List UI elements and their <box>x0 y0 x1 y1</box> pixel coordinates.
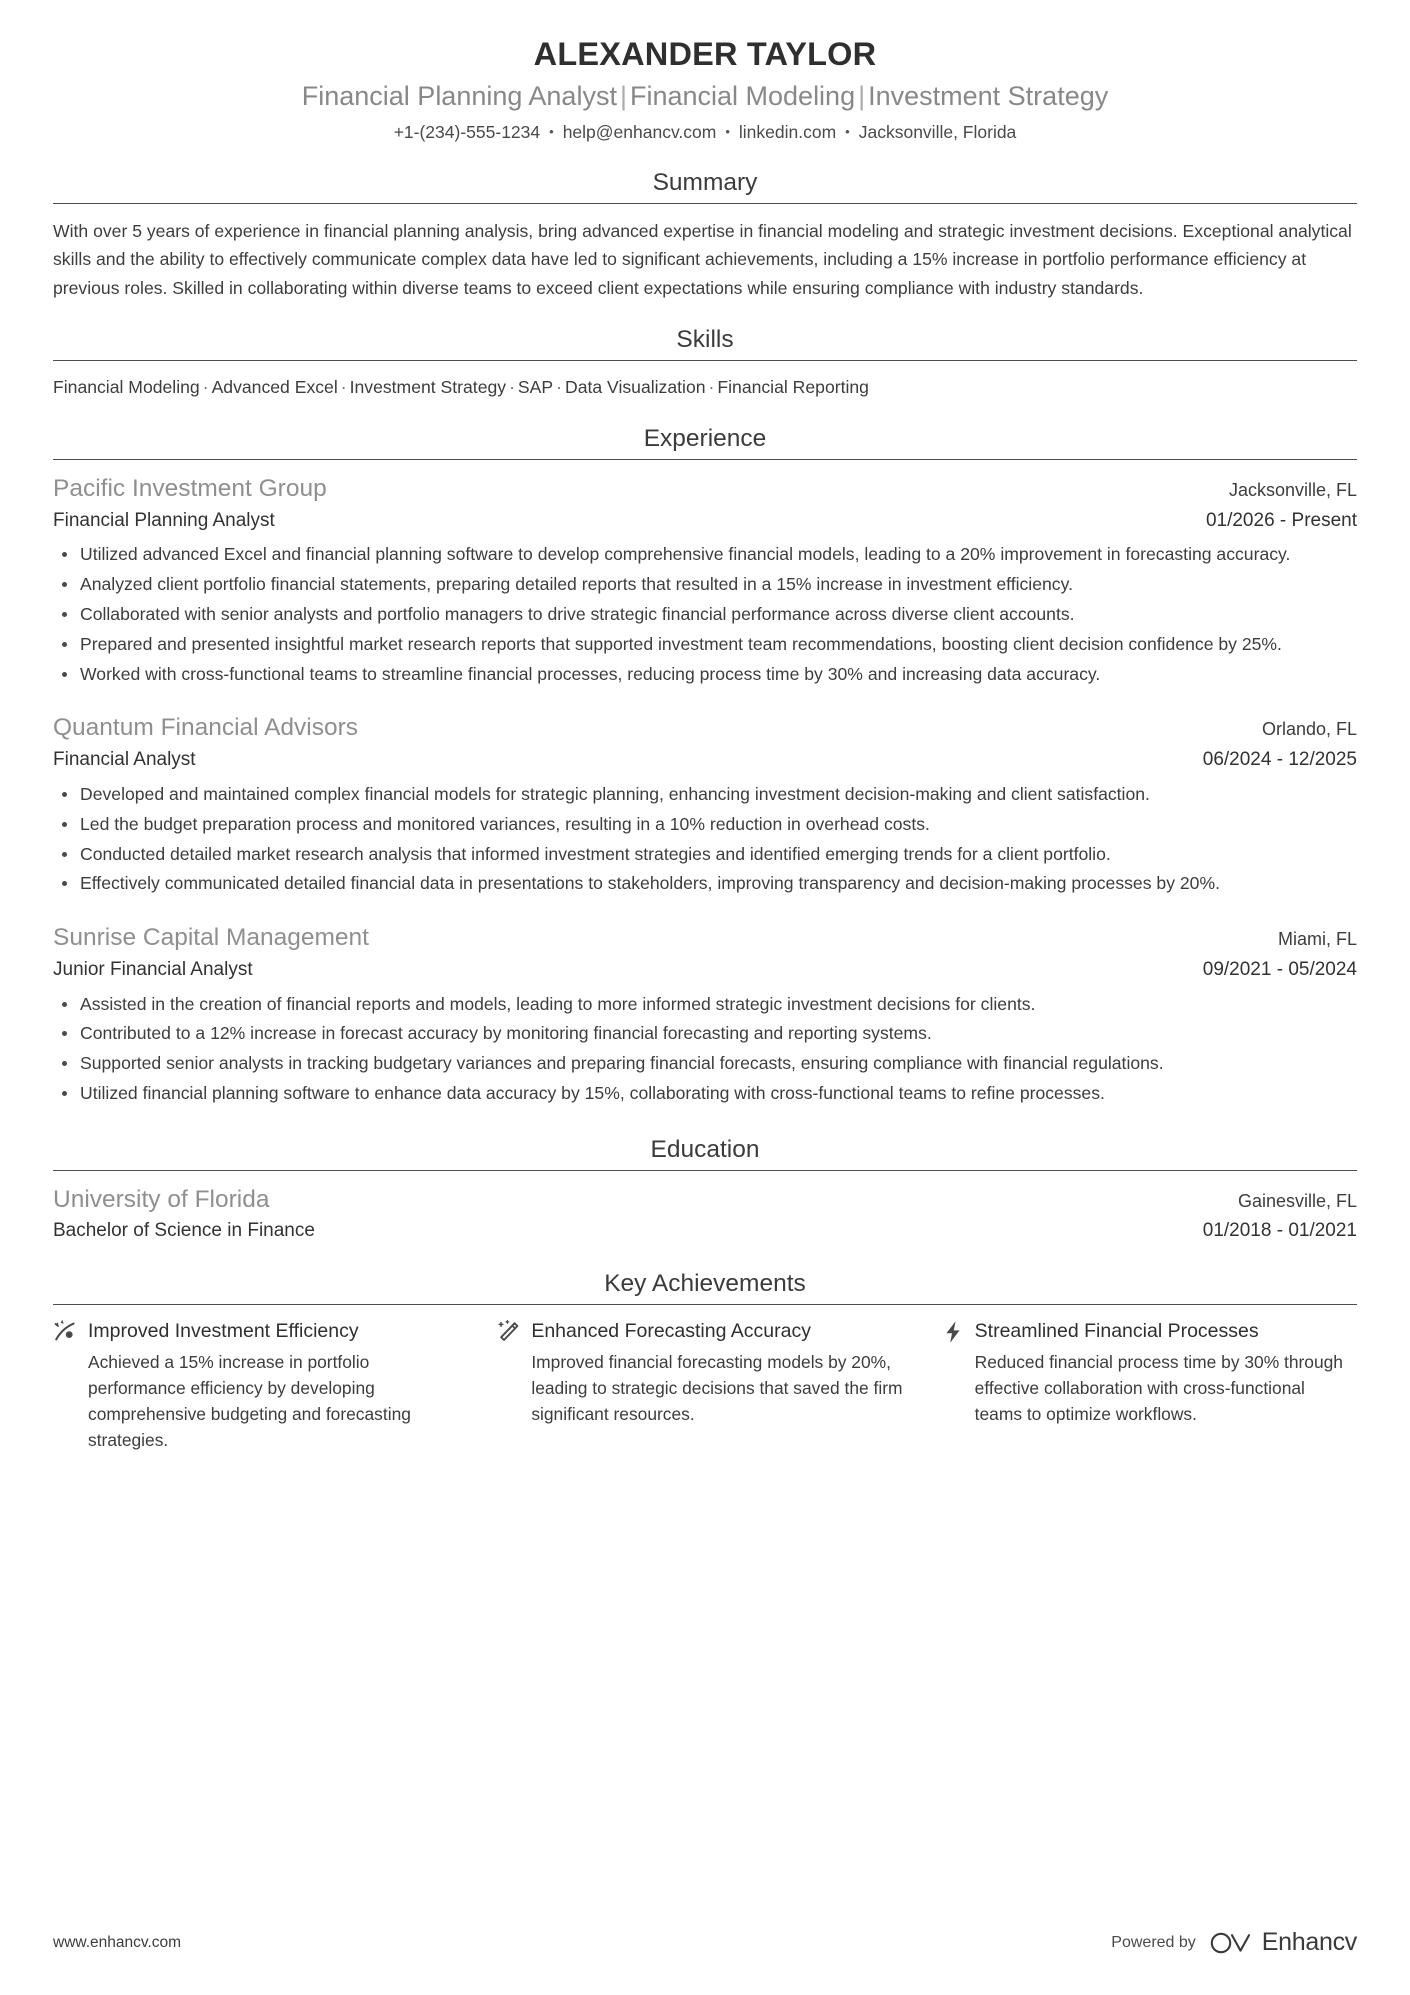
section-title-education: Education <box>650 1135 760 1163</box>
achievements-grid <box>53 1318 1357 1453</box>
job-bullet: Collaborated with senior analysts and portfolio managers to drive strategic financial performance across diverse client accounts. <box>53 601 1357 629</box>
section-achievements <box>53 1268 1357 1453</box>
achievement-title: Enhanced Forecasting Accuracy <box>531 1319 811 1342</box>
brand-name: Enhancv <box>1261 1928 1357 1956</box>
contact-bullet-2: • <box>725 124 730 140</box>
skill-item: Financial Modeling <box>53 376 200 397</box>
job-bullet: Utilized financial planning software to enhance data accuracy by 15%, collaborating with cross-functional teams to refine processes. <box>53 1080 1357 1108</box>
enhancv-logo-icon <box>1208 1930 1254 1956</box>
section-divider-achievements <box>53 1304 1357 1305</box>
section-title-skills: Skills <box>676 326 734 354</box>
skill-separator: · <box>202 376 209 397</box>
achievement-header <box>940 1318 1357 1345</box>
skill-item: Investment Strategy <box>349 376 507 397</box>
contact-phone: +1-(234)-555-1234 <box>393 122 541 143</box>
entry-header-row <box>53 922 1357 955</box>
skill-separator: · <box>509 376 515 397</box>
experience-entries <box>53 473 1357 1108</box>
job-bullets <box>53 991 1357 1108</box>
headline-separator-2: | <box>858 80 866 111</box>
section-divider-education <box>53 1170 1357 1171</box>
entry-header-row <box>53 712 1357 745</box>
skill-item: Financial Reporting <box>717 376 869 397</box>
job-title: Financial Planning Analyst <box>53 509 275 531</box>
job-bullet: Worked with cross-functional teams to streamline financial processes, reducing process time by 30% and increasing data accuracy. <box>53 661 1357 689</box>
section-divider-skills <box>53 360 1357 361</box>
job-dates: 09/2021 - 05/2024 <box>1202 958 1357 980</box>
experience-entry <box>53 712 1357 898</box>
section-skills <box>53 324 1357 401</box>
job-bullets <box>53 541 1357 688</box>
candidate-name: ALEXANDER TAYLOR <box>533 36 877 72</box>
achievement-header <box>53 1318 470 1345</box>
section-title-summary: Summary <box>652 168 758 196</box>
headline-part-3: Investment Strategy <box>868 80 1109 111</box>
achievement-description: Improved financial forecasting models by 20%, leading to strategic decisions that saved the firm significant resources. <box>531 1351 903 1425</box>
comet-icon <box>53 1319 79 1345</box>
skill-item: Advanced Excel <box>211 376 338 397</box>
contact-location: Jacksonville, Florida <box>858 122 1017 143</box>
section-divider-summary <box>53 203 1357 204</box>
job-bullet: Conducted detailed market research analysis that informed investment strategies and identified emerging trends for a client portfolio. <box>53 841 1357 869</box>
education-subheader-row <box>53 1218 1357 1244</box>
entry-subheader-row <box>53 508 1357 534</box>
resume-header <box>53 34 1357 145</box>
job-title: Junior Financial Analyst <box>53 958 253 980</box>
skill-separator: · <box>708 376 715 397</box>
experience-entry <box>53 473 1357 688</box>
degree-name: Bachelor of Science in Finance <box>53 1220 315 1242</box>
headline-separator-1: | <box>619 80 627 111</box>
company-name: Quantum Financial Advisors <box>53 714 359 742</box>
skill-item: SAP <box>517 376 554 397</box>
skills-list <box>53 374 1357 401</box>
school-name: University of Florida <box>53 1185 270 1213</box>
company-name: Pacific Investment Group <box>53 475 327 503</box>
experience-entry <box>53 922 1357 1108</box>
achievement-item <box>940 1318 1357 1453</box>
contact-line <box>53 120 1357 145</box>
job-bullet: Contributed to a 12% increase in forecast accuracy by monitoring financial forecasting and reporting systems. <box>53 1020 1357 1048</box>
skill-separator: · <box>340 376 347 397</box>
resume-footer <box>53 1928 1357 1957</box>
contact-linkedin[interactable]: linkedin.com <box>738 122 837 143</box>
education-entry <box>53 1184 1357 1244</box>
education-header-row <box>53 1184 1357 1217</box>
achievement-description: Achieved a 15% increase in portfolio performance efficiency by developing comprehensive budgeting and forecasting strategies. <box>88 1351 411 1451</box>
achievement-title: Improved Investment Efficiency <box>88 1319 359 1342</box>
job-bullet: Led the budget preparation process and monitored variances, resulting in a 10% reduction in overhead costs. <box>53 811 1357 839</box>
job-dates: 06/2024 - 12/2025 <box>1202 749 1357 771</box>
achievement-item <box>53 1318 496 1453</box>
job-title: Financial Analyst <box>53 749 196 771</box>
company-location: Miami, FL <box>1277 929 1357 950</box>
job-bullet: Developed and maintained complex financial models for strategic planning, enhancing investment decision-making and client satisfaction. <box>53 781 1357 809</box>
contact-bullet-1: • <box>549 124 554 140</box>
job-bullets <box>53 781 1357 898</box>
entry-header-row <box>53 473 1357 506</box>
achievement-header <box>496 1318 913 1345</box>
section-title-achievements: Key Achievements <box>604 1270 806 1298</box>
achievement-title: Streamlined Financial Processes <box>974 1319 1259 1342</box>
skill-separator: · <box>556 376 562 397</box>
brand-lockup <box>1208 1928 1357 1957</box>
section-divider-experience <box>53 459 1357 460</box>
job-bullet: Utilized advanced Excel and financial planning software to develop comprehensive financial models, leading to a 20% improvement in forecasting accuracy. <box>53 541 1357 569</box>
section-experience <box>53 423 1357 1108</box>
headline-part-1: Financial Planning Analyst <box>301 80 617 111</box>
job-bullet: Supported senior analysts in tracking budgetary variances and preparing financial forecasts, ensuring compliance with financial regulations. <box>53 1050 1357 1078</box>
section-title-experience: Experience <box>643 425 767 453</box>
magic-wand-icon <box>496 1319 522 1345</box>
footer-website[interactable]: www.enhancv.com <box>53 1933 182 1951</box>
job-bullet: Analyzed client portfolio financial statements, preparing detailed reports that resulted in a 15% increase in investment efficiency. <box>53 571 1357 599</box>
powered-by-label: Powered by <box>1111 1933 1196 1951</box>
entry-subheader-row <box>53 747 1357 773</box>
education-entries <box>53 1184 1357 1244</box>
company-location: Jacksonville, FL <box>1228 480 1357 501</box>
contact-bullet-3: • <box>845 124 850 140</box>
headline-part-2: Financial Modeling <box>629 80 856 111</box>
job-dates: 01/2026 - Present <box>1205 509 1357 531</box>
footer-branding <box>1111 1928 1357 1957</box>
contact-email[interactable]: help@enhancv.com <box>562 122 717 143</box>
candidate-headline <box>53 79 1357 115</box>
section-summary <box>53 167 1357 302</box>
summary-text: With over 5 years of experience in financial planning analysis, bring advanced expertise in financial modeling and strategic investment decisions. Exceptional analytical skills and the ability to effectively communicate complex data have led to significant achievements, including a 15% increase in portfolio performance efficiency at previous roles. Skilled in collaborating within diverse teams to exceed client expectations while ensuring compliance with industry standards. <box>53 220 1352 298</box>
entry-subheader-row <box>53 957 1357 983</box>
section-education <box>53 1134 1357 1244</box>
job-bullet: Assisted in the creation of financial reports and models, leading to more informed strategic investment decisions for clients. <box>53 991 1357 1019</box>
job-bullet: Effectively communicated detailed financial data in presentations to stakeholders, improving transparency and decision-making processes by 20%. <box>53 870 1357 898</box>
company-name: Sunrise Capital Management <box>53 924 369 952</box>
degree-dates: 01/2018 - 01/2021 <box>1202 1220 1357 1242</box>
achievement-description: Reduced financial process time by 30% through effective collaboration with cross-functional teams to optimize workflows. <box>974 1351 1343 1425</box>
school-location: Gainesville, FL <box>1237 1190 1357 1211</box>
company-location: Orlando, FL <box>1261 719 1357 740</box>
job-bullet: Prepared and presented insightful market research reports that supported investment team recommendations, boosting client decision confidence by 25%. <box>53 631 1357 659</box>
achievement-item <box>496 1318 939 1453</box>
lightning-bolt-icon <box>940 1319 966 1345</box>
skill-item: Data Visualization <box>565 376 706 397</box>
